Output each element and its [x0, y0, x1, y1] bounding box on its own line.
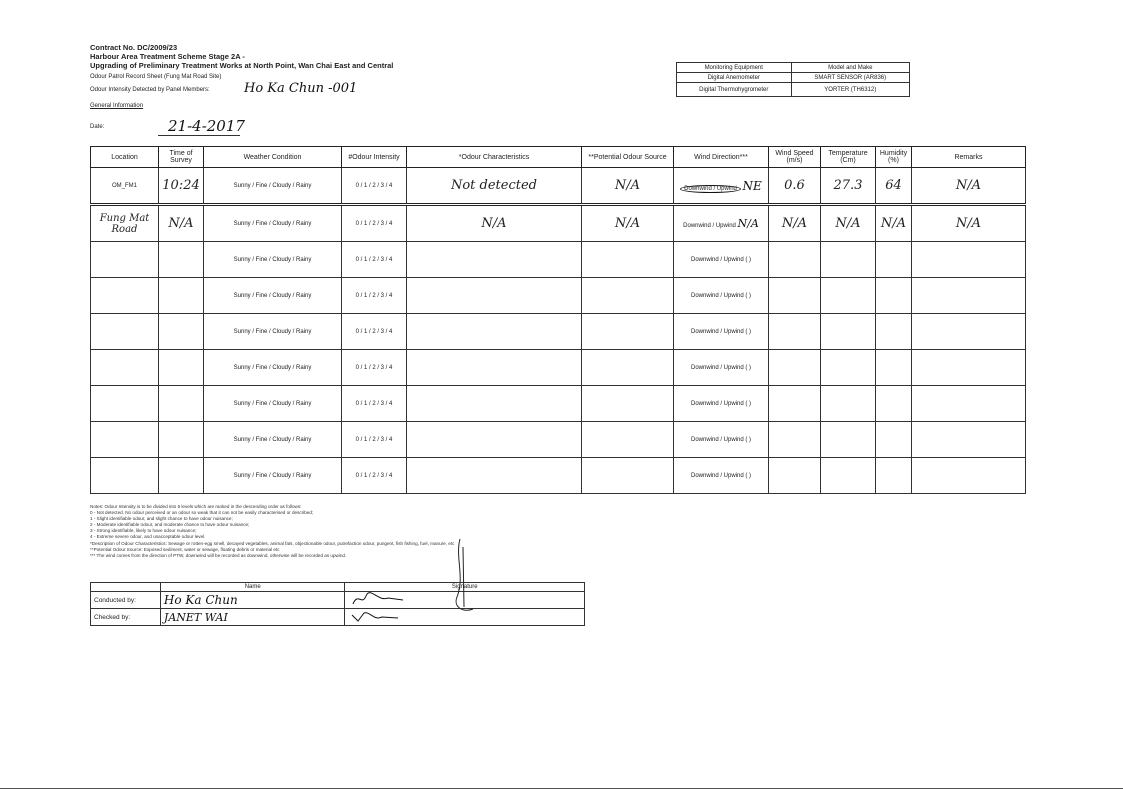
wind-options: Downwind / Upwind [680, 185, 741, 193]
wind-cell: Downwind / Upwind ( ) [674, 458, 769, 494]
location-cell: OM_FM1 [91, 168, 159, 205]
intensity-cell: 0 / 1 / 2 / 3 / 4 [342, 386, 407, 422]
temperature-cell: N/A [821, 205, 876, 242]
table-row [91, 314, 1026, 350]
weather-cell: Sunny / Fine / Cloudy / Rainy [204, 422, 342, 458]
wind-speed-cell: N/A [769, 205, 821, 242]
panel-member-name: Ho Ka Chun -001 [244, 81, 358, 96]
table-row [91, 458, 1026, 494]
wind-cell: Downwind / Upwind ( ) [674, 350, 769, 386]
odour-patrol-table [90, 146, 1026, 494]
panel-label: Odour Intensity Detected by Panel Members: [90, 87, 210, 93]
wind-cell: Downwind / Upwind ( ) [674, 386, 769, 422]
intensity-cell: 0 / 1 / 2 / 3 / 4 [342, 350, 407, 386]
intensity-cell: 0 / 1 / 2 / 3 / 4 [342, 242, 407, 278]
col-humidity: Humidity (%) [876, 147, 912, 168]
characteristics-cell: N/A [407, 205, 582, 242]
equipment-header: Monitoring Equipment [677, 63, 792, 73]
wind-cell: Downwind / Upwind ( ) [674, 278, 769, 314]
weather-cell: Sunny / Fine / Cloudy / Rainy [204, 386, 342, 422]
note-line: 4 - Extreme severe odour, and unacceptable odour level. [90, 534, 206, 540]
remarks-cell: N/A [912, 205, 1026, 242]
intensity-cell: 0 / 1 / 2 / 3 / 4 [342, 422, 407, 458]
weather-cell: Sunny / Fine / Cloudy / Rainy [204, 350, 342, 386]
model-header: Model and Make [791, 63, 909, 73]
weather-cell: Sunny / Fine / Cloudy / Rainy [204, 458, 342, 494]
wind-direction-value: NE [742, 178, 762, 193]
weather-cell: Sunny / Fine / Cloudy / Rainy [204, 205, 342, 242]
table-row [91, 422, 1026, 458]
remarks-cell: N/A [912, 168, 1026, 205]
equipment-model: SMART SENSOR (AR836) [791, 73, 909, 83]
col-wind-direction: Wind Direction*** [674, 147, 769, 168]
humidity-cell: 64 [876, 168, 912, 205]
signature-scribble [445, 537, 480, 617]
checked-by-name: JANET WAI [160, 609, 345, 626]
project-title-line2: Upgrading of Preliminary Treatment Works at North Point, Wan Chai East and Central [90, 61, 394, 70]
conducted-by-name: Ho Ka Chun [160, 592, 345, 609]
signature-mark [348, 592, 408, 606]
notes-block [90, 504, 590, 559]
contract-number: Contract No. DC/2009/23 [90, 43, 178, 52]
note-line: 1 - Slight identifiable odour, and slight chance to have odour nuisance; [90, 516, 233, 522]
checked-by-label: Checked by: [91, 609, 161, 626]
note-line: 2 - Moderate identifiable odour, and moderate chance to have odour nuisance; [90, 522, 250, 528]
location-cell: Fung Mat Road [91, 205, 159, 242]
intensity-cell: 0 / 1 / 2 / 3 / 4 [342, 458, 407, 494]
col-temperature: Temperature (Cm) [821, 147, 876, 168]
note-line: 3 - Strong identifiable, likely to have odour nuisance; [90, 528, 197, 534]
wind-cell: Downwind / Upwind ( ) [674, 242, 769, 278]
general-information-heading: General Information [90, 103, 144, 109]
equipment-model: YORTER (TH6312) [791, 83, 909, 97]
wind-direction-value: N/A [737, 217, 759, 230]
note-line: Notes: Odour Intensity is to be divided into 5 levels which are ranked in the descending order as follows: [90, 504, 302, 509]
col-remarks: Remarks [912, 147, 1026, 168]
project-title-line1: Harbour Area Treatment Scheme Stage 2A - [90, 52, 245, 61]
weather-cell: Sunny / Fine / Cloudy / Rainy [204, 168, 342, 205]
equipment-name: Digital Anemometer [677, 73, 792, 83]
weather-cell: Sunny / Fine / Cloudy / Rainy [204, 278, 342, 314]
wind-cell: Downwind / Upwind ( ) [674, 314, 769, 350]
signoff-table [90, 582, 585, 626]
table-row [91, 350, 1026, 386]
note-line: **Potential Odour Source: Exposed sediment, water or sewage, floating debris or material etc [90, 546, 280, 552]
table-row [91, 168, 1026, 205]
name-header: Name [160, 583, 345, 592]
intensity-cell: 0 / 1 / 2 / 3 / 4 [342, 205, 407, 242]
table-row [91, 278, 1026, 314]
wind-cell [674, 205, 769, 242]
col-characteristics: *Odour Characteristics [407, 147, 582, 168]
intensity-cell: 0 / 1 / 2 / 3 / 4 [342, 278, 407, 314]
wind-speed-cell: 0.6 [769, 168, 821, 205]
time-cell: N/A [159, 205, 204, 242]
col-intensity: #Odour Intensity [342, 147, 407, 168]
col-location: Location [91, 147, 159, 168]
equipment-name: Digital Thermohygrometer [677, 83, 792, 97]
signature-mark [348, 609, 408, 623]
weather-cell: Sunny / Fine / Cloudy / Rainy [204, 314, 342, 350]
wind-cell [674, 168, 769, 205]
page-border-line [0, 788, 1123, 789]
wind-cell: Downwind / Upwind ( ) [674, 422, 769, 458]
col-source: **Potential Odour Source [582, 147, 674, 168]
note-line: 0 - Not detected. No odour perceived or an odour so weak that it can not be easily characterised or described; [90, 510, 314, 516]
date-value: 21-4-2017 [168, 117, 245, 135]
col-time: Time of Survey [159, 147, 204, 168]
table-row [91, 242, 1026, 278]
humidity-cell: N/A [876, 205, 912, 242]
temperature-cell: 27.3 [821, 168, 876, 205]
signature-header: Signature [345, 583, 585, 592]
intensity-cell: 0 / 1 / 2 / 3 / 4 [342, 314, 407, 350]
conducted-by-label: Conducted by: [91, 592, 161, 609]
source-cell: N/A [582, 205, 674, 242]
note-line: *** The wind comes from the direction of PTW, downwind will be recorded as downwind, otherwise will be recorded as upwind. [90, 552, 347, 558]
intensity-cell: 0 / 1 / 2 / 3 / 4 [342, 168, 407, 205]
wind-options: Downwind / Upwind [683, 223, 736, 229]
source-cell: N/A [582, 168, 674, 205]
table-row [91, 205, 1026, 242]
note-line: *Description of Odour Characteristics: Sewage or rotten-egg smell, decayed vegetables, animal fats, objectionable odour, putrefaction odour, pungent, fish fishing, fuel, manure, etc [90, 540, 455, 546]
table-row [91, 386, 1026, 422]
weather-cell: Sunny / Fine / Cloudy / Rainy [204, 242, 342, 278]
characteristics-cell: Not detected [407, 168, 582, 205]
time-cell: 10:24 [159, 168, 204, 205]
date-label: Date: [90, 124, 105, 130]
col-wind-speed: Wind Speed (m/s) [769, 147, 821, 168]
equipment-table [676, 62, 910, 97]
sheet-title: Odour Patrol Record Sheet (Fung Mat Road Site) [90, 74, 222, 80]
col-weather: Weather Condition [204, 147, 342, 168]
date-underline [158, 135, 240, 136]
